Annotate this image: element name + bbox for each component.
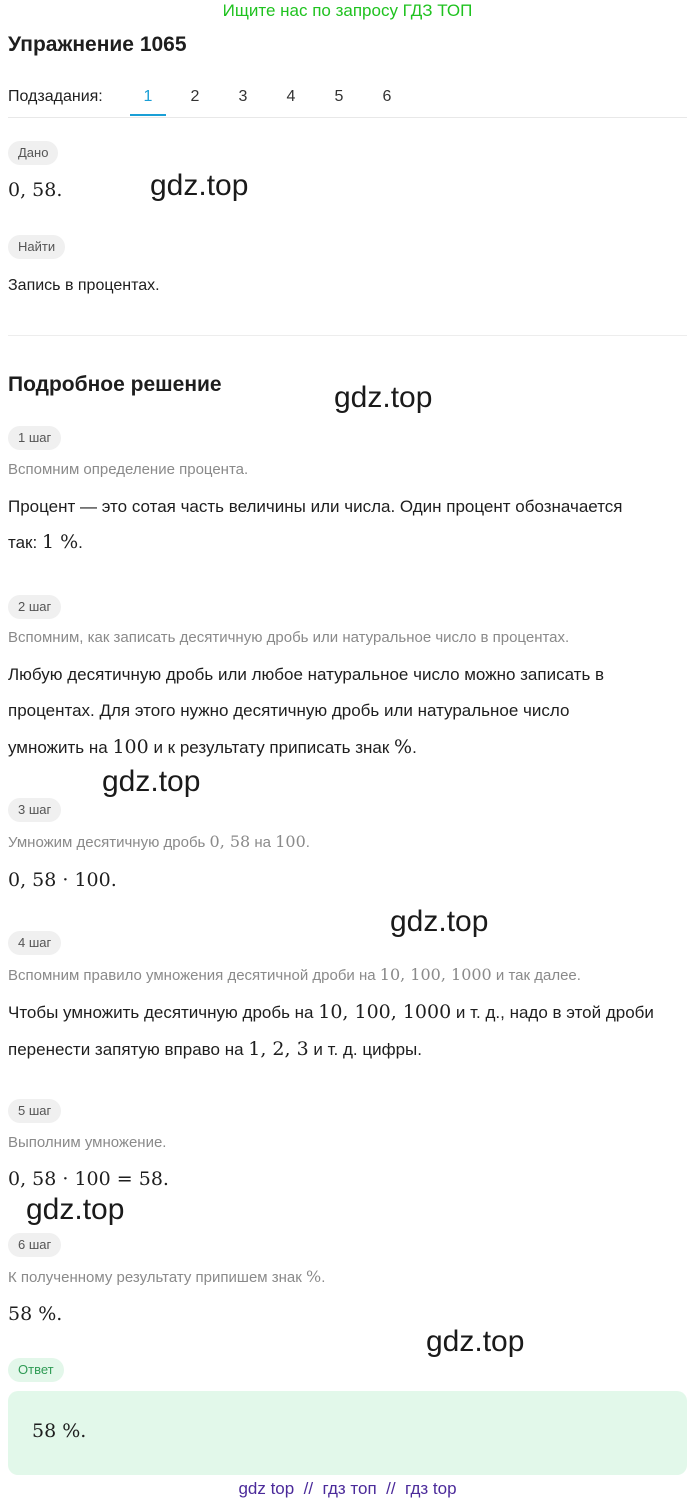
find-value: Запись в процентах. xyxy=(8,277,160,294)
step-1-text-line2: так: 1 %. xyxy=(8,531,83,553)
subtask-tab-2[interactable]: 2 xyxy=(190,88,200,105)
given-badge: Дано xyxy=(8,141,58,165)
footer-text: gdz top // гдз топ // гдз top xyxy=(238,1479,457,1498)
subtasks-label: Подзадания: xyxy=(8,88,103,105)
step-4-hint: Вспомним правило умножения десятичной дроби на 10, 100, 1000 и так далее. xyxy=(8,965,581,984)
step-1-badge: 1 шаг xyxy=(8,426,61,450)
watermark: gdz.top xyxy=(390,905,489,938)
subtask-tab-4[interactable]: 4 xyxy=(286,88,296,105)
watermark: gdz.top xyxy=(102,765,201,798)
given-value: 0, 58. xyxy=(8,179,63,201)
step-2-text-line3: умножить на 100 и к результату приписать знак %. xyxy=(8,736,417,758)
solution-title: Подробное решение xyxy=(8,373,222,396)
step-5-hint: Выполним умножение. xyxy=(8,1134,167,1151)
subtask-tab-1[interactable]: 1 xyxy=(143,88,153,105)
step-5-math: 0, 58 · 100 = 58. xyxy=(8,1168,169,1190)
page-title: Упражнение 1065 xyxy=(8,33,187,56)
watermark: gdz.top xyxy=(334,381,433,414)
step-3-math: 0, 58 · 100. xyxy=(8,869,117,891)
active-tab-indicator xyxy=(130,114,166,116)
step-2-text-line1: Любую десятичную дробь или любое натуральное число можно записать в xyxy=(8,665,605,684)
step-4-text-line1: Чтобы умножить десятичную дробь на 10, 100, 1000 и т. д., надо в этой дроби xyxy=(8,1001,654,1023)
step-1-hint: Вспомним определение процента. xyxy=(8,461,249,478)
subtasks-nav xyxy=(8,85,687,118)
answer-box xyxy=(8,1391,687,1475)
step-5-badge: 5 шаг xyxy=(8,1099,61,1123)
answer-badge: Ответ xyxy=(8,1358,64,1382)
step-3-badge: 3 шаг xyxy=(8,798,61,822)
find-badge: Найти xyxy=(8,235,65,259)
step-6-badge: 6 шаг xyxy=(8,1233,61,1257)
step-4-text-line2: перенести запятую вправо на 1, 2, 3 и т. д. цифры. xyxy=(8,1038,422,1060)
watermark: gdz.top xyxy=(26,1193,125,1226)
subtask-tab-6[interactable]: 6 xyxy=(382,88,392,105)
subtask-tab-5[interactable]: 5 xyxy=(334,88,344,105)
step-4-badge: 4 шаг xyxy=(8,931,61,955)
watermark: gdz.top xyxy=(150,169,249,202)
step-3-hint: Умножим десятичную дробь 0, 58 на 100. xyxy=(8,832,310,851)
step-2-badge: 2 шаг xyxy=(8,595,61,619)
step-2-hint: Вспомним, как записать десятичную дробь или натуральное число в процентах. xyxy=(8,629,570,646)
answer-value: 58 %. xyxy=(32,1420,87,1442)
search-banner: Ищите нас по запросу ГДЗ ТОП xyxy=(222,1,473,20)
subtask-tab-3[interactable]: 3 xyxy=(238,88,248,105)
watermark: gdz.top xyxy=(426,1325,525,1358)
step-6-math: 58 %. xyxy=(8,1303,63,1325)
step-1-text-line1: Процент — это сотая часть величины или числа. Один процент обозначается xyxy=(8,497,623,516)
divider xyxy=(8,335,687,336)
step-6-hint: К полученному результату припишем знак %. xyxy=(8,1267,326,1286)
step-2-text-line2: процентах. Для этого нужно десятичную дробь или натуральное число xyxy=(8,701,570,720)
